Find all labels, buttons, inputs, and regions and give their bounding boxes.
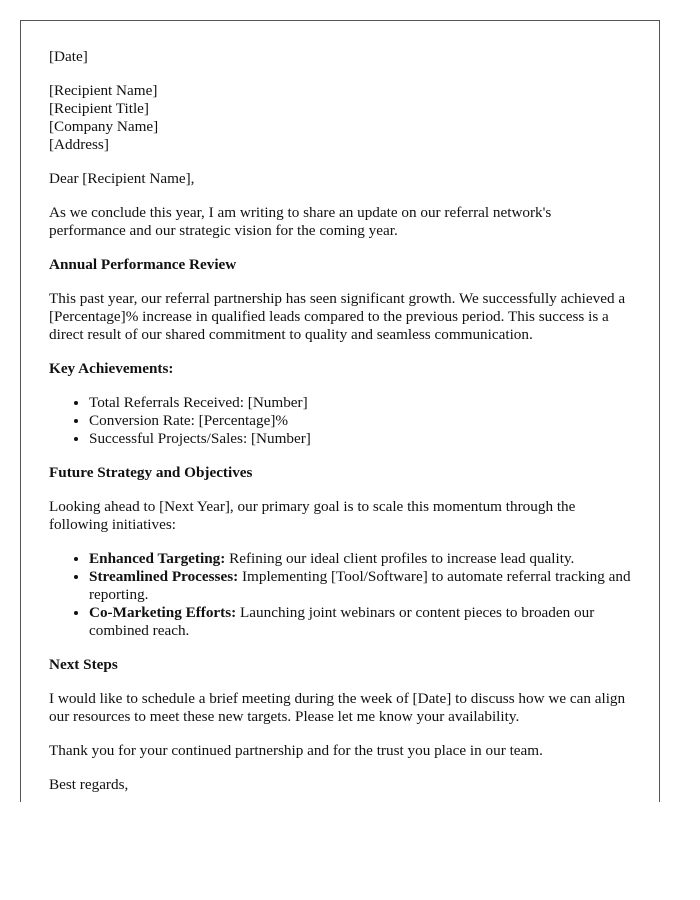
letter-date: [Date] (49, 48, 88, 65)
recipient-title: [Recipient Title] (49, 100, 149, 117)
list-item (89, 550, 631, 568)
review-heading: Annual Performance Review (49, 256, 237, 273)
achievements-heading: Key Achievements: (49, 360, 174, 377)
recipient-company: [Company Name] (49, 118, 159, 135)
initiative-label: Enhanced Targeting: (89, 550, 226, 567)
achievements-list (49, 394, 631, 448)
initiative-text: Refining our ideal client profiles to increase lead quality. (225, 550, 575, 567)
closing: Best regards, (49, 776, 129, 793)
initiatives-list (49, 550, 631, 640)
letter-page (20, 20, 660, 802)
list-item: • Successful Projects/Sales: [Number] (89, 430, 631, 448)
next-steps-heading: Next Steps (49, 656, 118, 673)
review-paragraph: This past year, our referral partnership has seen significant growth. We successfully achieved a [Percentage]% increase in qualified leads compared to the previous period. This success is a direct result of our shared commitment to quality and seamless communication. (49, 290, 626, 343)
letter-content (21, 21, 659, 794)
strategy-intro: Looking ahead to [Next Year], our primary goal is to scale this momentum through the following initiatives: (49, 498, 576, 533)
strategy-heading: Future Strategy and Objectives (49, 464, 253, 481)
list-item: • Conversion Rate: [Percentage]% (89, 412, 631, 430)
recipient-name: [Recipient Name] (49, 82, 158, 99)
list-item (89, 604, 631, 640)
thanks-paragraph: Thank you for your continued partnership and for the trust you place in our team. (49, 742, 543, 759)
initiative-label: Streamlined Processes: (89, 568, 239, 585)
initiative-text: Implementing [Tool/Software] to automate referral tracking and reporting. (89, 568, 631, 603)
intro-paragraph: As we conclude this year, I am writing to share an update on our referral network's performance and our strategic vision for the coming year. (49, 204, 552, 239)
next-steps-paragraph: I would like to schedule a brief meeting during the week of [Date] to discuss how we can align our resources to meet these new targets. Please let me know your availability. (49, 690, 626, 725)
initiative-text: Launching joint webinars or content pieces to broaden our combined reach. (89, 604, 595, 639)
list-item: • Total Referrals Received: [Number] (89, 394, 631, 412)
recipient-address: [Address] (49, 136, 109, 153)
list-item (89, 568, 631, 604)
salutation: Dear [Recipient Name], (49, 170, 195, 187)
initiative-label: Co-Marketing Efforts: (89, 604, 237, 621)
recipient-block (49, 82, 631, 154)
